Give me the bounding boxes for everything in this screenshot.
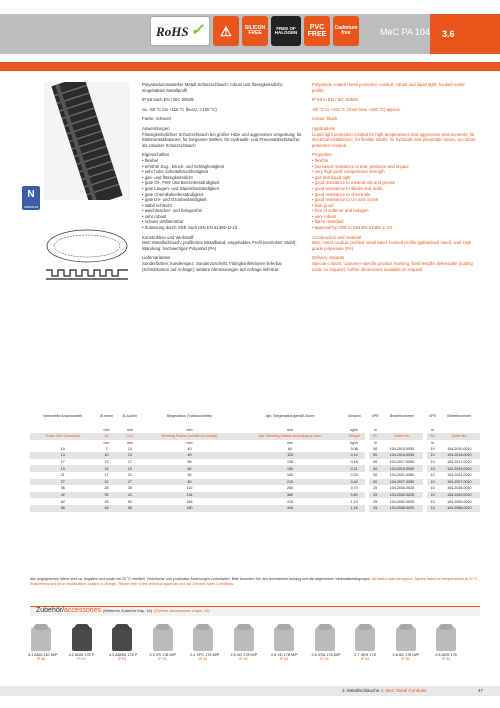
list-item: • kink-proof <box>312 203 477 209</box>
table-cell: 48 <box>96 505 118 512</box>
table-cell: 380 <box>237 492 343 499</box>
table-cell: 135 <box>286 460 293 465</box>
table-cell: 36 <box>127 486 132 491</box>
table-cell: 180 <box>142 505 237 512</box>
accessory-part-number: 4.3 ADMU 178 P <box>109 653 138 657</box>
list-item: • stabil schlecht <box>142 203 302 209</box>
table-cell: 104-2014-0050 <box>381 452 422 459</box>
accessory-ip-rating: IP 54 <box>117 657 127 661</box>
warning-icon: ⚠ <box>213 16 239 46</box>
accessory-part-number: 2.5 XD 178 M/P <box>230 653 258 657</box>
table-cell: 65 <box>187 473 192 478</box>
de-deliv-title: Liefervarianten <box>142 255 171 261</box>
table-cell: 104-2021-0010 <box>447 473 472 478</box>
table-cell: 17 <box>104 473 109 478</box>
table-cell: 0,70 <box>350 486 358 491</box>
de-app-title: Anwendungen <box>142 125 170 131</box>
table-cell: 27 <box>30 479 96 486</box>
list-item: • gute Chemikalienbeständigkeit <box>142 192 302 198</box>
rohs-badge: RoHS ✓ <box>150 16 210 46</box>
fitting-icon <box>436 627 456 651</box>
table-row <box>30 452 480 459</box>
accent-bar <box>0 62 500 71</box>
list-item: • good resistance to chemicals <box>312 192 477 198</box>
table-cell: 165 <box>186 499 193 504</box>
table-cell: 150 <box>237 465 343 472</box>
table-cell: 104-2019-0050 <box>381 465 422 472</box>
th: Biegeradius (Schlauchmitte) <box>167 414 212 418</box>
th: Weight <box>343 433 365 440</box>
acc-en: accessories <box>64 607 101 614</box>
accessories-title: Zubehör/accessories (Weiteres Zubehör Kap. 10) (Further accessories chapt. 10) <box>36 607 210 614</box>
en-intro: Polyamide coated metal protection conduit; robust and liquid tight; hooked metal profile <box>312 82 465 93</box>
table-cell: 104-2014-0010 <box>439 452 480 459</box>
th: Ø-Außen <box>122 414 138 418</box>
td: mm <box>103 428 110 432</box>
table-cell: 104-2042-0025 <box>381 492 422 499</box>
pvc-free-badge: PVC FREE <box>304 16 330 46</box>
table-cell: 0,21 <box>343 465 365 472</box>
table-cell: 25 <box>373 486 378 491</box>
list-item: • good resistance to UV and ozone <box>312 197 477 203</box>
accessory-item <box>352 627 378 661</box>
table-cell: 15 <box>96 465 118 472</box>
table-cell: 215 <box>237 479 343 486</box>
accessory-item <box>69 627 95 661</box>
footnote-en: All stated data are approx. figures based on temperatures at 20 °C. Engineering and price modifications subject to change. Please refer to the technical appendix and our General Sales Conditions. <box>30 577 479 586</box>
table-row <box>30 485 480 492</box>
de-app-text: Flüssigkeitsdichter Schutzschlauch bei großer Hitze und aggressiver Umgebung; für Elektroinstallationen; für biegsame Wellen; für Hydraulik- und Pneumatikschläuche; als robuster Schutzschlauch <box>142 131 302 148</box>
en-deliv-text: Special colours; customer-specific product marking; fixed lengths deliverable (cutting costs on request); further dimensions available on request <box>312 261 473 272</box>
table-cell: 45 <box>104 499 109 504</box>
list-item: • gute Öl-, Fett- und Benzinbeständigkeit <box>142 180 302 186</box>
conduit-photo <box>44 82 130 200</box>
th: Order No. <box>381 433 422 440</box>
th: I.D. <box>96 433 118 440</box>
table-cell: 104-2052-0025 <box>389 499 415 504</box>
fitting-icon <box>234 627 254 651</box>
table-cell: 42 <box>30 492 96 499</box>
table-cell: 19 <box>118 465 143 472</box>
table-cell: 45 <box>142 452 237 459</box>
table-cell: 28 <box>104 486 109 491</box>
table-cell: 10 <box>427 479 439 486</box>
table-cell: 13 <box>104 460 109 465</box>
table-cell: 104-2027-0050 <box>381 479 422 486</box>
accessory-part-number: 2.8 ADH 178 <box>435 653 457 657</box>
table-cell: 134 <box>142 492 237 499</box>
td: mm <box>186 428 193 432</box>
de-ip: IP 68 nach EN / IEC 60529 <box>142 97 194 103</box>
table-cell: 280 <box>286 486 293 491</box>
table-cell: 60 <box>142 465 237 472</box>
list-item: • good resistance to alkalis and acids <box>312 186 477 192</box>
table-cell: 58 <box>30 505 96 512</box>
table-cell: 22 <box>96 479 118 486</box>
td: mm <box>286 428 293 432</box>
table-cell: 42 <box>118 492 143 499</box>
td: m <box>431 428 435 432</box>
list-item: • increased resistance to tear, pressure and impact <box>312 164 477 170</box>
accessory-item <box>150 627 176 661</box>
accessory-item <box>393 627 419 661</box>
en-props-title: Properties <box>312 152 332 158</box>
accessory-ip-rating: IP 54 <box>320 657 329 661</box>
table-cell: 104-2017-0010 <box>447 460 472 465</box>
th: VPE <box>429 414 437 418</box>
list-item: • approval by VDE to DIN EN 61386-1/-23 <box>312 225 477 231</box>
accessory-part-number: 4.2 ADM 178 P <box>68 653 95 657</box>
profile-drawing <box>44 226 130 286</box>
accessory-ip-rating: IP 54 <box>279 657 289 661</box>
silicon-free-badge: SILICON FREE <box>242 16 268 46</box>
table-cell: 10 <box>427 452 439 459</box>
list-item: • very robust <box>312 214 477 220</box>
list-item: • very high peak compressive strength <box>312 169 477 175</box>
table-cell: 52 <box>60 499 65 504</box>
table-header-en <box>30 433 480 440</box>
table-cell: 104-2058-0010 <box>439 505 480 512</box>
page-number: 47 <box>478 688 484 693</box>
accessory-item <box>28 627 58 661</box>
table-cell: 50 <box>373 460 378 465</box>
table-cell: 50 <box>369 465 381 472</box>
table-cell: 25 <box>373 499 378 504</box>
th: Order No. <box>439 433 480 440</box>
de-props-list <box>142 158 302 231</box>
accessory-ip-rating: IP 40 <box>158 657 167 661</box>
table-cell: 0,08 <box>350 446 358 451</box>
table-row <box>30 459 480 466</box>
table-cell: 19 <box>30 465 96 472</box>
table-cell: 10 <box>96 452 118 459</box>
th: dyn. Biegeradius gemäß Norm <box>265 414 315 418</box>
th: Nennweite Anschlussteil <box>43 414 83 418</box>
td: mm <box>126 428 133 432</box>
table-row <box>30 505 480 512</box>
table-cell: 0,40 <box>343 479 365 486</box>
fitting-icon <box>193 627 213 651</box>
table-cell: 40 <box>187 446 192 451</box>
fitting-icon <box>274 627 294 651</box>
de-intro: Polyamidummantelter Metall-Schutzschlauch; robust und flüssigkeitsdicht; eingehaktes Metallprofil <box>142 82 283 93</box>
table-cell: 36 <box>60 486 65 491</box>
td: m <box>373 440 377 445</box>
table-cell: 25 <box>369 505 381 512</box>
table-cell: 0,24 <box>350 473 358 478</box>
en-constr-title: Construction and material <box>312 234 361 240</box>
th: Bending Radius (middle of conduit) <box>142 433 237 440</box>
table-cell: 21 <box>127 473 132 478</box>
en-temp: -50 °C to +110 °C (short time +150 °C) approx. <box>312 106 401 112</box>
accessory-ip-rating: IP 40 <box>239 657 248 661</box>
chapter-number: 3.6 <box>430 14 500 54</box>
table-cell: 10 <box>430 446 435 451</box>
table-cell: 1,18 <box>343 505 365 512</box>
table-cell: 17 <box>60 460 65 465</box>
table-cell: 104-2019-0010 <box>439 465 480 472</box>
fitting-icon <box>355 627 375 651</box>
en-props-list <box>312 158 477 231</box>
list-item: • good resistance to mineral oils and grease <box>312 180 477 186</box>
table-cell: 10 <box>60 446 65 451</box>
table-cell: 104-2010-0050 <box>389 446 415 451</box>
table-cell: 14 <box>30 452 96 459</box>
table-cell: 50 <box>373 446 378 451</box>
list-item: • flexibel <box>142 158 302 164</box>
list-item: • erhöhte Zug-, Druck- und Schlagfestigkeit <box>142 164 302 170</box>
list-item: • sehr robust <box>142 214 302 220</box>
table-cell: 58 <box>118 505 143 512</box>
th: Ø-Innen <box>100 414 114 418</box>
list-item: • free of softener and halogen <box>312 208 477 214</box>
accessory-item <box>231 627 257 661</box>
td: m <box>373 428 377 432</box>
table-cell: 10 <box>427 505 439 512</box>
table-cell: 10 <box>427 465 439 472</box>
fitting-icon <box>112 627 132 651</box>
de-constr-text: MeC Metallschlauch; profiliertes Metallband; eingehaktes Profil (verzinkter Stahl); Wandung: hochwertiges Polyamid (PA) <box>142 240 297 251</box>
en-ip: IP 68 to EN / IEC 60529 <box>312 97 358 103</box>
table-cell: 50 <box>369 452 381 459</box>
list-item: • flame retardant <box>312 219 477 225</box>
en-constr-text: MeC metal conduit; profiled metal band; hooked profile (galvanised steel); wall: high grade polyamide (PA) <box>312 240 472 251</box>
th: dyn. Bending Radius according to norm <box>237 433 343 440</box>
table-cell: 10 <box>430 460 435 465</box>
accessory-part-number: 2.6 XSA 178 M/P <box>311 653 341 657</box>
footer-de: 3. Metallschläuche <box>342 688 380 693</box>
acc-note-en: (Further accessories chapt. 10) <box>154 608 210 613</box>
en-deliv-title: Delivery Variants <box>312 255 345 261</box>
table-cell: 55 <box>187 460 192 465</box>
footer-en: 3. MeC Metal Conduits <box>380 688 427 693</box>
accessory-ip-rating: IP 54 <box>441 657 451 661</box>
td: kg/m <box>350 428 359 432</box>
footnote <box>30 577 480 587</box>
list-item: • flexible <box>312 158 477 164</box>
halogen-free-badge: FREE OF HALOGEN <box>271 16 301 46</box>
table-row <box>30 446 480 453</box>
accessory-item <box>190 627 220 661</box>
table-cell: 17 <box>127 460 132 465</box>
table-cell: 27 <box>118 479 143 486</box>
table-cell: 1,13 <box>350 499 358 504</box>
table-row <box>30 498 480 505</box>
th: Trade Size Connector <box>30 433 96 440</box>
de-colour: Farbe: schwarz <box>142 116 172 122</box>
accessory-item <box>109 627 138 661</box>
fitting-icon <box>315 627 335 651</box>
accessory-item <box>433 627 459 661</box>
table-cell: 104-2042-0010 <box>439 492 480 499</box>
accessory-part-number: 2.8 AD 178 M/P <box>392 653 420 657</box>
table-cell: 104-2058-0025 <box>381 505 422 512</box>
table-cell: 0,14 <box>343 452 365 459</box>
list-item: • sehr hohe Scheitelbruchfestigkeit <box>142 169 302 175</box>
table-row <box>30 465 480 472</box>
fitting-icon <box>396 627 416 651</box>
td: m <box>431 440 435 445</box>
list-item: • schwer entflammbar <box>142 219 302 225</box>
accessory-part-number: 2.7 XEH 178 <box>354 653 376 657</box>
list-item: • gas- und flüssigkeitsdicht <box>142 175 302 181</box>
accessory-part-number: 2.6 XD 178 M/P <box>271 653 298 657</box>
table-cell: 50 <box>369 479 381 486</box>
accessory-ip-rating: IP 54 <box>401 657 410 661</box>
list-item: • gute Laugen- und Säurenbeständigkeit <box>142 186 302 192</box>
th: PU <box>369 433 381 440</box>
td: mm <box>286 440 293 445</box>
de-props-title: Eigenschaften <box>142 152 170 158</box>
checkmark-icon: ✓ <box>190 22 204 39</box>
accessory-ip-rating: IP 68 <box>36 657 46 661</box>
footnote-de: Alle angegebenen Werte sind ca. Angaben und sowie bei 20 °C ermittelt. Technische und produktive Änderungen vorbehalten. Bitte beachten Sie den technischen Anhang und die allgemeinen Verkaufsbedingungen. <box>30 577 372 581</box>
de-constr-title: Konstruktion und Werkstoff <box>142 234 194 240</box>
acc-note-de: (Weiteres Zubehör Kap. 10) <box>102 608 153 613</box>
table-cell: 14 <box>118 452 143 459</box>
td: mm <box>186 440 193 445</box>
table-cell: 10 <box>430 499 435 504</box>
table-cell: 80 <box>142 479 237 486</box>
german-description <box>142 82 302 272</box>
table-cell: 115 <box>237 452 343 459</box>
table-cell: 104-2017-0050 <box>389 460 415 465</box>
table-cell: 60 <box>287 446 292 451</box>
en-colour: Colour: black <box>312 116 338 122</box>
footer-section <box>342 688 426 693</box>
table-header-de <box>30 414 480 427</box>
table-cell: 104-2036-0010 <box>447 486 472 491</box>
cert-label: PREMIUM <box>23 205 39 209</box>
td: mm <box>103 440 110 445</box>
th: Gewicht <box>347 414 361 418</box>
table-cell: 21 <box>60 473 65 478</box>
table-cell: 104-2021-0050 <box>389 473 415 478</box>
td: kg/m <box>350 440 359 445</box>
table-cell: 0,18 <box>350 460 358 465</box>
th: Bestellnummer <box>447 414 472 418</box>
table-cell: 0,80 <box>343 492 365 499</box>
table-cell: 440 <box>237 505 343 512</box>
accessory-part-number: 4.1 ADM 110 M/P <box>28 653 58 657</box>
th: Bestellnummer <box>389 414 414 418</box>
vde-cert-icon: N <box>22 186 40 210</box>
accessory-item <box>271 627 297 661</box>
table-cell: 10 <box>427 492 439 499</box>
table-cell: 104-2027-0010 <box>439 479 480 486</box>
de-temp: ca. -50 °C bis +110 °C (kurzz. +150 °C) <box>142 106 217 112</box>
list-item: • gute UV- und Ozonbeständigkeit <box>142 197 302 203</box>
table-cell: 165 <box>286 473 293 478</box>
cadmium-free-badge: Cadmium free <box>333 16 359 46</box>
list-item: • gas and liquid tight <box>312 175 477 181</box>
accessory-part-number: 2.3 XS 178 M/P <box>149 653 177 657</box>
table-cell: 10 <box>127 446 132 451</box>
fitting-icon <box>72 627 92 651</box>
list-item: • Zulassung durch VDE nach DIN EN 61386-1/-23 <box>142 225 302 231</box>
fitting-icon <box>153 627 173 651</box>
td: mm <box>126 440 133 445</box>
table-cell: 104-2036-0025 <box>389 486 415 491</box>
table-cell: 35 <box>96 492 118 499</box>
table-cell: 7 <box>105 446 108 451</box>
table-cell: 10 <box>430 473 435 478</box>
th: PU <box>427 433 439 440</box>
table-cell: 110 <box>186 486 193 491</box>
spec-table <box>30 414 480 512</box>
accessory-ip-rating: IP 54 <box>360 657 370 661</box>
table-row <box>30 472 480 479</box>
english-description <box>312 82 477 272</box>
th: O.D. <box>118 433 143 440</box>
accessory-item <box>311 627 341 661</box>
table-row <box>30 479 480 486</box>
accessory-ip-rating: IP 54 <box>198 657 208 661</box>
table-cell: 52 <box>127 499 132 504</box>
table-cell: 10 <box>430 486 435 491</box>
fitting-icon <box>31 627 51 651</box>
en-app-text: Liquid tight protection conduit for high temperatures and aggressive environments; for electrical installations; for flexible shafts; for hydraulic and pneumatic hoses, as robust protection conduit <box>312 131 476 148</box>
accessory-part-number: 2.4 XPC 178 M/P <box>190 653 220 657</box>
table-cell: 50 <box>373 473 378 478</box>
table-row <box>30 492 480 499</box>
table-cell: 104-2052-0010 <box>447 499 472 504</box>
accessory-ip-rating: IP 40 <box>77 657 86 661</box>
list-item: • weichmacher- und halogenfrei <box>142 208 302 214</box>
table-cell: 415 <box>286 499 293 504</box>
table-cell: 25 <box>369 492 381 499</box>
product-title: MeC PA 104 <box>380 27 430 37</box>
table-body <box>30 446 480 512</box>
de-deliv-text: Sonderfarben; kundenspez. Sonderzuschnitt; Fittingkonfektionen lieferbar (Schnittkosten auf Anfrage); weitere Abmessungen auf Anfrage lieferbar <box>142 261 282 272</box>
acc-de: Zubehör <box>36 607 63 614</box>
en-app-title: Applications <box>312 125 336 131</box>
th: VPE <box>371 414 379 418</box>
table-cell: 104-2010-0010 <box>447 446 472 451</box>
